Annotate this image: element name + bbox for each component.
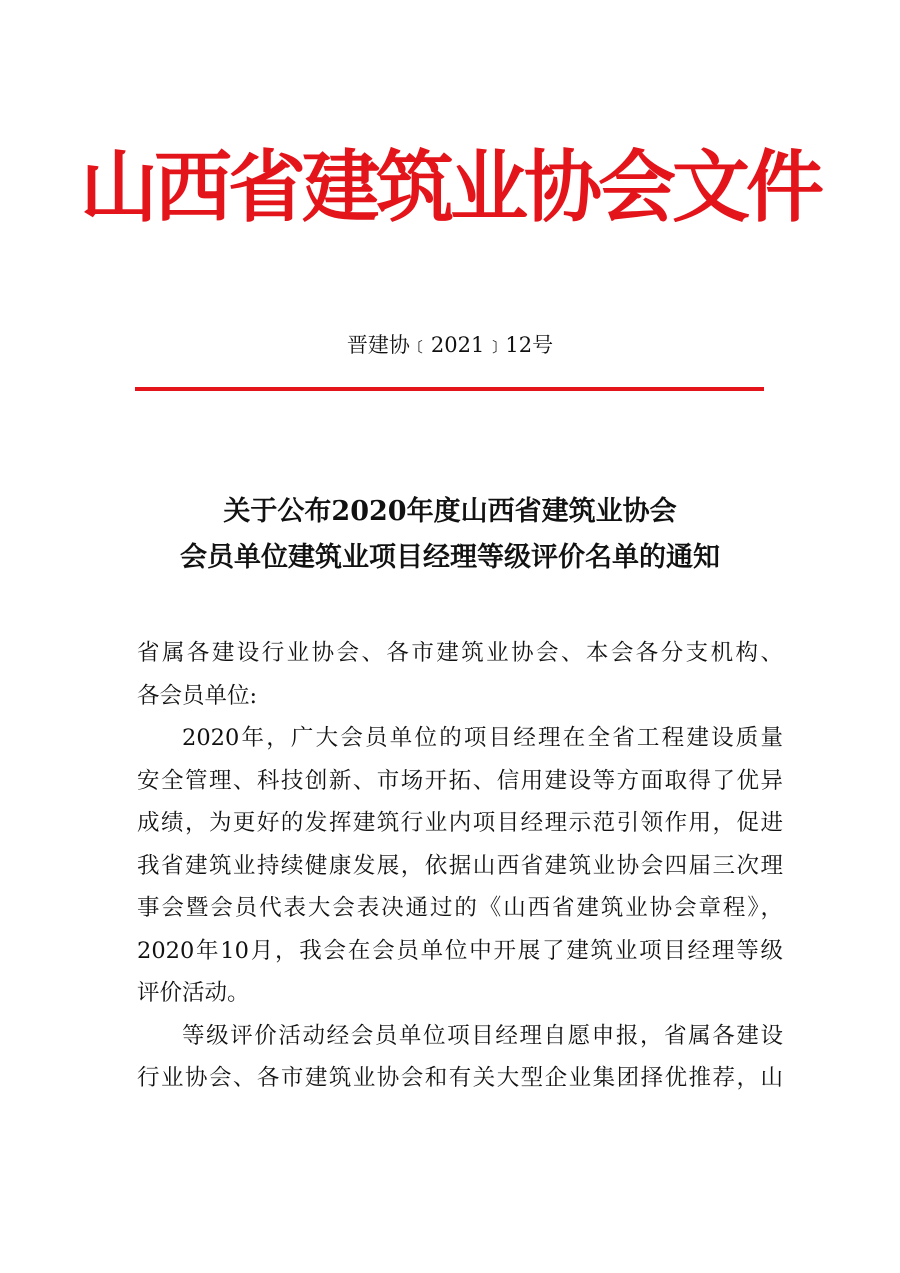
red-divider-line (135, 387, 764, 391)
paragraph-1-line: 2020年10月，我会在会员单位中开展了建筑业项目经理等级 (137, 937, 783, 964)
document-number: 晋建协﹝2021﹞12号 (346, 333, 554, 357)
paragraph-2-line: 行业协会、各市建筑业协会和有关大型企业集团择优推荐，山 (137, 1065, 783, 1091)
notice-title-line-1: 关于公布2020年度山西省建筑业协会 (223, 496, 677, 527)
paragraph-1-line: 成绩，为更好的发挥建筑行业内项目经理示范引领作用，促进 (137, 810, 783, 836)
paragraph-1-line: 2020年，广大会员单位的项目经理在全省工程建设质量 (182, 725, 783, 751)
paragraph-1-line: 我省建筑业持续健康发展，依据山西省建筑业协会四届三次理 (137, 852, 783, 879)
masthead: 山西省建筑业协会文件 (79, 143, 820, 233)
salutation-line: 各会员单位: (137, 682, 258, 709)
notice-body (137, 632, 783, 1100)
paragraph-1-line: 安全管理、科技创新、市场开拓、信用建设等方面取得了优异 (137, 767, 783, 794)
salutation-line: 省属各建设行业协会、各市建筑业协会、本会各分支机构、 (137, 640, 783, 666)
paragraph-1-line: 事会暨会员代表大会表决通过的《山西省建筑业协会章程》， (137, 895, 783, 921)
notice-title-line-2: 会员单位建筑业项目经理等级评价名单的通知 (180, 542, 720, 573)
paragraph-1-line: 评价活动。 (137, 980, 250, 1006)
paragraph-2-line: 等级评价活动经会员单位项目经理自愿申报，省属各建设 (182, 1022, 783, 1049)
